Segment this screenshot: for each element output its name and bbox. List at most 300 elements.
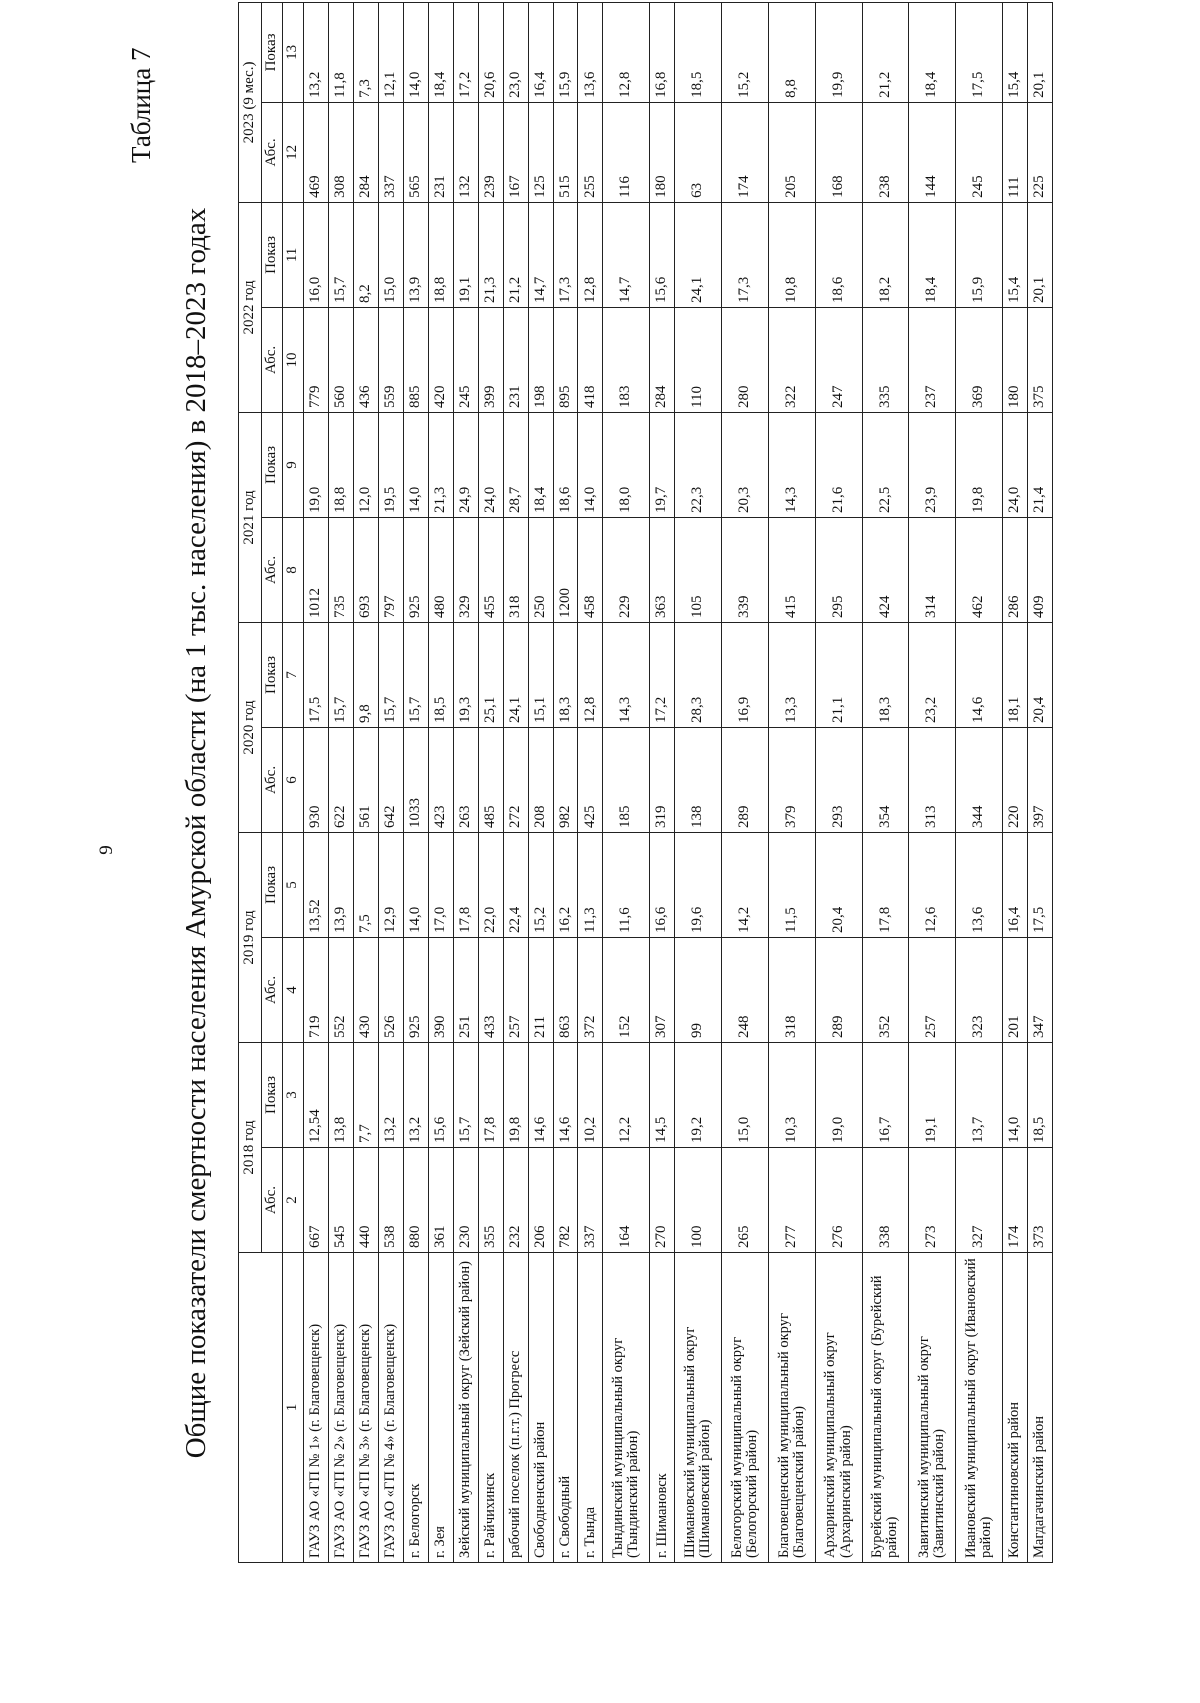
absolute-value-cell: 319	[650, 727, 675, 832]
rate-header: Показ	[262, 2, 283, 102]
rate-value-cell: 12,2	[603, 1042, 650, 1147]
absolute-value-cell: 373	[1027, 1148, 1052, 1253]
rate-value-cell: 14,0	[578, 412, 603, 517]
abs-header: Абс.	[262, 517, 283, 622]
absolute-value-cell: 458	[578, 517, 603, 622]
territory-name-cell: г. Зея	[428, 1253, 453, 1563]
rate-value-cell: 11,3	[578, 832, 603, 937]
territory-name-cell: Архаринский муниципальный округ (Архаринский район)	[815, 1253, 862, 1563]
absolute-value-cell: 925	[403, 517, 428, 622]
absolute-value-cell: 314	[909, 517, 956, 622]
table-row	[675, 2, 722, 1562]
absolute-value-cell: 930	[304, 727, 329, 832]
absolute-value-cell: 111	[1003, 102, 1028, 202]
rate-value-cell: 11,5	[768, 832, 815, 937]
absolute-value-cell: 110	[675, 307, 722, 412]
table-row	[478, 2, 503, 1562]
column-number: 8	[283, 517, 304, 622]
rate-value-cell: 22,3	[675, 412, 722, 517]
absolute-value-cell: 174	[1003, 1148, 1028, 1253]
rate-value-cell: 14,7	[603, 202, 650, 307]
column-number: 1	[283, 1253, 304, 1563]
absolute-value-cell: 247	[815, 307, 862, 412]
abs-header: Абс.	[262, 102, 283, 202]
rate-value-cell: 22,0	[478, 832, 503, 937]
absolute-value-cell: 295	[815, 517, 862, 622]
rate-value-cell: 16,6	[650, 832, 675, 937]
rate-value-cell: 28,7	[503, 412, 528, 517]
absolute-value-cell: 418	[578, 307, 603, 412]
absolute-value-cell: 183	[603, 307, 650, 412]
absolute-value-cell: 338	[862, 1148, 909, 1253]
absolute-value-cell: 329	[453, 517, 478, 622]
rate-value-cell: 13,52	[304, 832, 329, 937]
rate-value-cell: 18,0	[603, 412, 650, 517]
rate-value-cell: 17,5	[304, 622, 329, 727]
rate-value-cell: 18,4	[909, 2, 956, 102]
column-number: 9	[283, 412, 304, 517]
corner-cell	[239, 1253, 283, 1563]
absolute-value-cell: 735	[328, 517, 353, 622]
rate-value-cell: 13,6	[956, 832, 1003, 937]
rate-value-cell: 10,8	[768, 202, 815, 307]
rate-value-cell: 15,9	[956, 202, 1003, 307]
absolute-value-cell: 251	[453, 937, 478, 1042]
rate-value-cell: 14,3	[768, 412, 815, 517]
rate-value-cell: 13,8	[328, 1042, 353, 1147]
absolute-value-cell: 237	[909, 307, 956, 412]
territory-name-cell: г. Райчихинск	[478, 1253, 503, 1563]
rate-value-cell: 13,9	[403, 202, 428, 307]
rate-value-cell: 12,8	[578, 622, 603, 727]
rate-value-cell: 24,0	[1003, 412, 1028, 517]
absolute-value-cell: 225	[1027, 102, 1052, 202]
rate-value-cell: 14,7	[528, 202, 553, 307]
absolute-value-cell: 425	[578, 727, 603, 832]
year-header-row	[239, 2, 262, 1562]
absolute-value-cell: 1033	[403, 727, 428, 832]
rate-value-cell: 18,4	[428, 2, 453, 102]
absolute-value-cell: 693	[353, 517, 378, 622]
year-header: 2019 год	[239, 832, 262, 1042]
rate-value-cell: 15,4	[1003, 202, 1028, 307]
absolute-value-cell: 885	[403, 307, 428, 412]
year-header: 2021 год	[239, 412, 262, 622]
rate-value-cell: 14,0	[403, 832, 428, 937]
rate-value-cell: 18,4	[909, 202, 956, 307]
absolute-value-cell: 257	[503, 937, 528, 1042]
rate-value-cell: 17,0	[428, 832, 453, 937]
rate-value-cell: 19,1	[453, 202, 478, 307]
rate-value-cell: 20,3	[722, 412, 769, 517]
absolute-value-cell: 318	[503, 517, 528, 622]
abs-header: Абс.	[262, 307, 283, 412]
rate-value-cell: 15,6	[428, 1042, 453, 1147]
rate-value-cell: 12,8	[578, 202, 603, 307]
table-row	[304, 2, 329, 1562]
absolute-value-cell: 420	[428, 307, 453, 412]
absolute-value-cell: 105	[675, 517, 722, 622]
rate-value-cell: 19,3	[453, 622, 478, 727]
rate-value-cell: 13,2	[378, 1042, 403, 1147]
absolute-value-cell: 100	[675, 1148, 722, 1253]
absolute-value-cell: 347	[1027, 937, 1052, 1042]
rate-value-cell: 11,6	[603, 832, 650, 937]
absolute-value-cell: 354	[862, 727, 909, 832]
absolute-value-cell: 433	[478, 937, 503, 1042]
rate-value-cell: 13,2	[403, 1042, 428, 1147]
absolute-value-cell: 538	[378, 1148, 403, 1253]
page-number: 9	[96, 845, 117, 855]
table-row	[722, 2, 769, 1562]
absolute-value-cell: 379	[768, 727, 815, 832]
rate-value-cell: 13,9	[328, 832, 353, 937]
rate-value-cell: 15,2	[722, 2, 769, 102]
absolute-value-cell: 372	[578, 937, 603, 1042]
absolute-value-cell: 293	[815, 727, 862, 832]
absolute-value-cell: 230	[453, 1148, 478, 1253]
territory-name-cell: ГАУЗ АО «ГП № 4» (г. Благовещенск)	[378, 1253, 403, 1563]
rate-value-cell: 7,7	[353, 1042, 378, 1147]
rate-value-cell: 21,3	[428, 412, 453, 517]
absolute-value-cell: 552	[328, 937, 353, 1042]
absolute-value-cell: 363	[650, 517, 675, 622]
absolute-value-cell: 642	[378, 727, 403, 832]
rate-header: Показ	[262, 1042, 283, 1147]
territory-name-cell: Константиновский район	[1003, 1253, 1028, 1563]
absolute-value-cell: 335	[862, 307, 909, 412]
table-row	[378, 2, 403, 1562]
column-number: 6	[283, 727, 304, 832]
rate-value-cell: 12,54	[304, 1042, 329, 1147]
column-number: 13	[283, 2, 304, 102]
rate-value-cell: 17,3	[722, 202, 769, 307]
absolute-value-cell: 263	[453, 727, 478, 832]
absolute-value-cell: 152	[603, 937, 650, 1042]
territory-name-cell: ГАУЗ АО «ГП № 1» (г. Благовещенск)	[304, 1253, 329, 1563]
rate-value-cell: 17,8	[453, 832, 478, 937]
absolute-value-cell: 245	[453, 307, 478, 412]
rate-value-cell: 19,0	[304, 412, 329, 517]
absolute-value-cell: 286	[1003, 517, 1028, 622]
rate-value-cell: 8,8	[768, 2, 815, 102]
rate-value-cell: 19,8	[503, 1042, 528, 1147]
absolute-value-cell: 782	[553, 1148, 578, 1253]
rate-value-cell: 17,2	[453, 2, 478, 102]
rate-value-cell: 18,4	[528, 412, 553, 517]
absolute-value-cell: 201	[1003, 937, 1028, 1042]
absolute-value-cell: 208	[528, 727, 553, 832]
rate-value-cell: 11,8	[328, 2, 353, 102]
rate-value-cell: 14,6	[528, 1042, 553, 1147]
absolute-value-cell: 399	[478, 307, 503, 412]
territory-name-cell: Белогорский муниципальный округ (Белогорский район)	[722, 1253, 769, 1563]
rate-value-cell: 21,6	[815, 412, 862, 517]
absolute-value-cell: 559	[378, 307, 403, 412]
rate-value-cell: 7,5	[353, 832, 378, 937]
rate-value-cell: 16,4	[1003, 832, 1028, 937]
rate-value-cell: 12,6	[909, 832, 956, 937]
rate-value-cell: 14,3	[603, 622, 650, 727]
rate-value-cell: 10,3	[768, 1042, 815, 1147]
rate-value-cell: 19,5	[378, 412, 403, 517]
column-number: 11	[283, 202, 304, 307]
absolute-value-cell: 895	[553, 307, 578, 412]
absolute-value-cell: 409	[1027, 517, 1052, 622]
absolute-value-cell: 206	[528, 1148, 553, 1253]
absolute-value-cell: 174	[722, 102, 769, 202]
rate-value-cell: 24,1	[503, 622, 528, 727]
rate-value-cell: 15,6	[650, 202, 675, 307]
rate-value-cell: 17,8	[478, 1042, 503, 1147]
rate-value-cell: 19,0	[815, 1042, 862, 1147]
absolute-value-cell: 132	[453, 102, 478, 202]
absolute-value-cell: 423	[428, 727, 453, 832]
absolute-value-cell: 436	[353, 307, 378, 412]
rate-value-cell: 23,9	[909, 412, 956, 517]
rate-value-cell: 18,6	[553, 412, 578, 517]
rate-value-cell: 24,0	[478, 412, 503, 517]
abs-header: Абс.	[262, 727, 283, 832]
table-row	[428, 2, 453, 1562]
territory-name-cell: г. Свободный	[553, 1253, 578, 1563]
territory-name-cell: Зейский муниципальный округ (Зейский район)	[453, 1253, 478, 1563]
table-row	[578, 2, 603, 1562]
rate-value-cell: 15,7	[403, 622, 428, 727]
absolute-value-cell: 1012	[304, 517, 329, 622]
rate-value-cell: 28,3	[675, 622, 722, 727]
rate-value-cell: 15,0	[378, 202, 403, 307]
rate-value-cell: 19,7	[650, 412, 675, 517]
absolute-value-cell: 99	[675, 937, 722, 1042]
absolute-value-cell: 284	[353, 102, 378, 202]
absolute-value-cell: 307	[650, 937, 675, 1042]
rate-value-cell: 25,1	[478, 622, 503, 727]
rate-value-cell: 16,7	[862, 1042, 909, 1147]
absolute-value-cell: 313	[909, 727, 956, 832]
year-header: 2022 год	[239, 202, 262, 412]
absolute-value-cell: 180	[1003, 307, 1028, 412]
column-number: 10	[283, 307, 304, 412]
absolute-value-cell: 863	[553, 937, 578, 1042]
year-header: 2020 год	[239, 622, 262, 832]
rate-value-cell: 20,1	[1027, 202, 1052, 307]
rate-value-cell: 15,7	[378, 622, 403, 727]
table-row	[1027, 2, 1052, 1562]
rate-value-cell: 21,2	[503, 202, 528, 307]
absolute-value-cell: 318	[768, 937, 815, 1042]
rate-value-cell: 16,2	[553, 832, 578, 937]
rate-value-cell: 21,2	[862, 2, 909, 102]
rate-value-cell: 10,2	[578, 1042, 603, 1147]
absolute-value-cell: 322	[768, 307, 815, 412]
absolute-value-cell: 280	[722, 307, 769, 412]
rate-value-cell: 14,5	[650, 1042, 675, 1147]
table-row	[862, 2, 909, 1562]
absolute-value-cell: 1200	[553, 517, 578, 622]
absolute-value-cell: 337	[378, 102, 403, 202]
column-number: 5	[283, 832, 304, 937]
rate-value-cell: 18,1	[1003, 622, 1028, 727]
absolute-value-cell: 355	[478, 1148, 503, 1253]
table-row	[815, 2, 862, 1562]
rate-value-cell: 23,0	[503, 2, 528, 102]
rate-value-cell: 18,8	[328, 412, 353, 517]
absolute-value-cell: 270	[650, 1148, 675, 1253]
rate-value-cell: 18,2	[862, 202, 909, 307]
rate-value-cell: 14,2	[722, 832, 769, 937]
table-row	[1003, 2, 1028, 1562]
rate-value-cell: 15,2	[528, 832, 553, 937]
rate-value-cell: 19,6	[675, 832, 722, 937]
table-label: Таблица 7	[126, 47, 156, 163]
rate-value-cell: 12,0	[353, 412, 378, 517]
abs-header: Абс.	[262, 1148, 283, 1253]
table-row	[403, 2, 428, 1562]
rate-value-cell: 14,6	[956, 622, 1003, 727]
rate-value-cell: 21,3	[478, 202, 503, 307]
rate-value-cell: 21,1	[815, 622, 862, 727]
rate-value-cell: 16,9	[722, 622, 769, 727]
document-title: Общие показатели смертности населения Амурской области (на 1 тыс. населения) в 2018–2023 годах	[180, 207, 212, 1459]
absolute-value-cell: 273	[909, 1148, 956, 1253]
absolute-value-cell: 515	[553, 102, 578, 202]
rate-value-cell: 14,0	[1003, 1042, 1028, 1147]
territory-name-cell: г. Белогорск	[403, 1253, 428, 1563]
rate-value-cell: 24,1	[675, 202, 722, 307]
absolute-value-cell: 469	[304, 102, 329, 202]
territory-name-cell: Свободненский район	[528, 1253, 553, 1563]
rate-header: Показ	[262, 202, 283, 307]
rate-value-cell: 15,1	[528, 622, 553, 727]
table-body	[304, 2, 1053, 1562]
rate-value-cell: 18,3	[553, 622, 578, 727]
mortality-table	[238, 2, 1053, 1563]
territory-name-cell: ГАУЗ АО «ГП № 2» (г. Благовещенск)	[328, 1253, 353, 1563]
table-row	[528, 2, 553, 1562]
rate-value-cell: 22,5	[862, 412, 909, 517]
rate-value-cell: 19,1	[909, 1042, 956, 1147]
column-number: 4	[283, 937, 304, 1042]
absolute-value-cell: 361	[428, 1148, 453, 1253]
rate-value-cell: 17,5	[956, 2, 1003, 102]
column-number-row	[283, 2, 304, 1562]
absolute-value-cell: 440	[353, 1148, 378, 1253]
territory-name-cell: рабочий поселок (п.г.т.) Прогресс	[503, 1253, 528, 1563]
rate-value-cell: 13,7	[956, 1042, 1003, 1147]
absolute-value-cell: 277	[768, 1148, 815, 1253]
absolute-value-cell: 144	[909, 102, 956, 202]
absolute-value-cell: 485	[478, 727, 503, 832]
absolute-value-cell: 239	[478, 102, 503, 202]
absolute-value-cell: 526	[378, 937, 403, 1042]
column-number: 2	[283, 1148, 304, 1253]
rate-value-cell: 13,3	[768, 622, 815, 727]
table-row	[503, 2, 528, 1562]
absolute-value-cell: 276	[815, 1148, 862, 1253]
absolute-value-cell: 125	[528, 102, 553, 202]
absolute-value-cell: 327	[956, 1148, 1003, 1253]
absolute-value-cell: 415	[768, 517, 815, 622]
territory-name-cell: Шимановский муниципальный округ (Шимановский район)	[675, 1253, 722, 1563]
absolute-value-cell: 560	[328, 307, 353, 412]
column-number: 3	[283, 1042, 304, 1147]
rate-header: Показ	[262, 622, 283, 727]
rate-value-cell: 15,7	[328, 622, 353, 727]
rate-value-cell: 8,2	[353, 202, 378, 307]
rate-value-cell: 14,0	[403, 412, 428, 517]
absolute-value-cell: 462	[956, 517, 1003, 622]
absolute-value-cell: 231	[428, 102, 453, 202]
rate-value-cell: 13,2	[304, 2, 329, 102]
rate-value-cell: 16,8	[650, 2, 675, 102]
column-number: 7	[283, 622, 304, 727]
absolute-value-cell: 308	[328, 102, 353, 202]
rate-value-cell: 18,6	[815, 202, 862, 307]
absolute-value-cell: 880	[403, 1148, 428, 1253]
rate-value-cell: 14,0	[403, 2, 428, 102]
rate-value-cell: 9,8	[353, 622, 378, 727]
absolute-value-cell: 250	[528, 517, 553, 622]
rate-value-cell: 18,5	[1027, 1042, 1052, 1147]
absolute-value-cell: 284	[650, 307, 675, 412]
absolute-value-cell: 116	[603, 102, 650, 202]
rate-value-cell: 16,4	[528, 2, 553, 102]
absolute-value-cell: 797	[378, 517, 403, 622]
rate-value-cell: 19,8	[956, 412, 1003, 517]
absolute-value-cell: 289	[815, 937, 862, 1042]
rate-value-cell: 17,3	[553, 202, 578, 307]
absolute-value-cell: 167	[503, 102, 528, 202]
rate-value-cell: 23,2	[909, 622, 956, 727]
table-row	[353, 2, 378, 1562]
rate-value-cell: 24,9	[453, 412, 478, 517]
rate-value-cell: 12,9	[378, 832, 403, 937]
rate-value-cell: 21,4	[1027, 412, 1052, 517]
absolute-value-cell: 622	[328, 727, 353, 832]
year-header: 2023 (9 мес.)	[239, 2, 262, 202]
absolute-value-cell: 185	[603, 727, 650, 832]
absolute-value-cell: 344	[956, 727, 1003, 832]
absolute-value-cell: 232	[503, 1148, 528, 1253]
table-row	[909, 2, 956, 1562]
rate-value-cell: 15,4	[1003, 2, 1028, 102]
territory-name-cell: Магдагачинский район	[1027, 1253, 1052, 1563]
absolute-value-cell: 375	[1027, 307, 1052, 412]
rate-value-cell: 16,0	[304, 202, 329, 307]
absolute-value-cell: 369	[956, 307, 1003, 412]
rate-value-cell: 20,4	[1027, 622, 1052, 727]
rate-value-cell: 18,5	[675, 2, 722, 102]
absolute-value-cell: 248	[722, 937, 769, 1042]
table-row	[768, 2, 815, 1562]
absolute-value-cell: 220	[1003, 727, 1028, 832]
rate-value-cell: 15,9	[553, 2, 578, 102]
rate-value-cell: 22,4	[503, 832, 528, 937]
absolute-value-cell: 265	[722, 1148, 769, 1253]
rate-value-cell: 7,3	[353, 2, 378, 102]
absolute-value-cell: 339	[722, 517, 769, 622]
territory-name-cell: г. Шимановск	[650, 1253, 675, 1563]
absolute-value-cell: 323	[956, 937, 1003, 1042]
rate-value-cell: 17,8	[862, 832, 909, 937]
absolute-value-cell: 211	[528, 937, 553, 1042]
table-row	[650, 2, 675, 1562]
rate-value-cell: 15,7	[453, 1042, 478, 1147]
absolute-value-cell: 925	[403, 937, 428, 1042]
absolute-value-cell: 245	[956, 102, 1003, 202]
rate-value-cell: 12,1	[378, 2, 403, 102]
